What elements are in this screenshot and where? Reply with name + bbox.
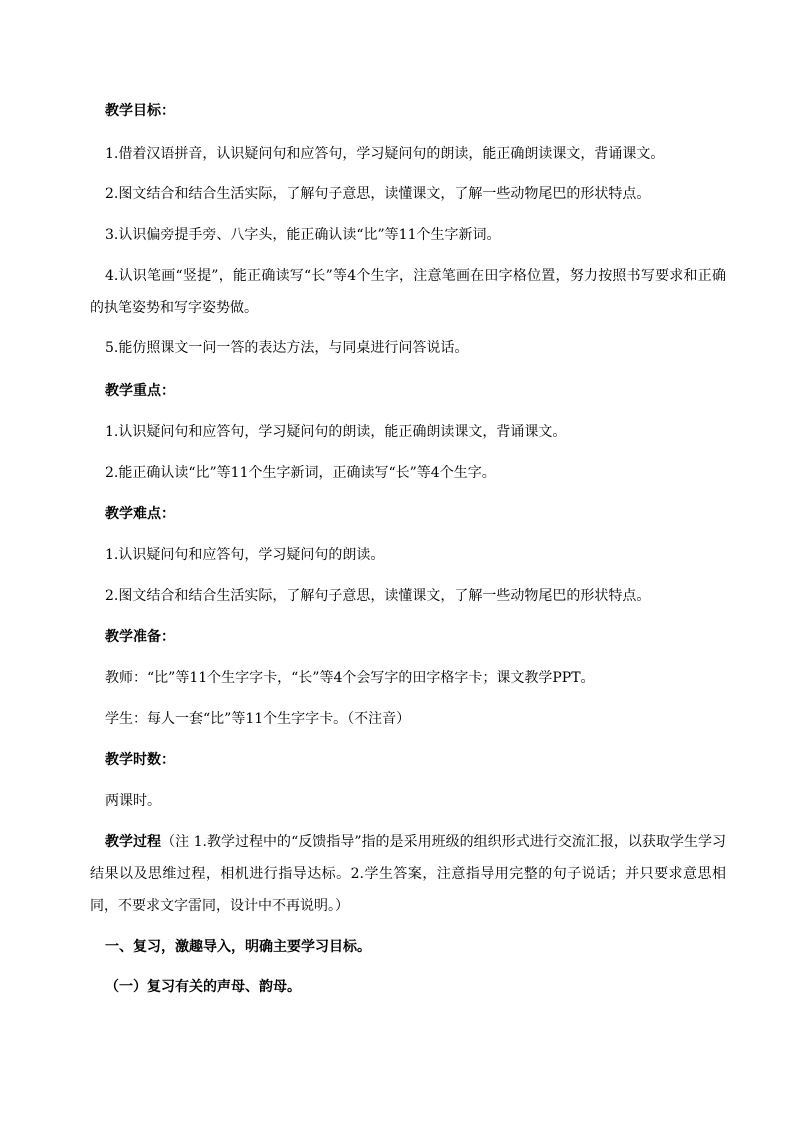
key-point-item-2: 2.能正确认读“比”等11个生字新词，正确读写“长”等4个生字。 <box>105 465 496 481</box>
section-heading-difficulties: 教学难点： <box>105 506 175 522</box>
section-heading-periods: 教学时数： <box>105 752 175 768</box>
process-heading: 教学过程 <box>105 834 162 850</box>
preparation-student: 学生：每人一套“比”等11个生字字卡。（不注音） <box>105 711 411 727</box>
difficulty-item-2: 2.图文结合和结合生活实际，了解句子意思，读懂课文，了解一些动物尾巴的形状特点。 <box>105 588 651 604</box>
difficulty-item-1: 1.认识疑问句和应答句，学习疑问句的朗读。 <box>105 547 385 563</box>
goal-item-5: 5.能仿照课文一问一答的表达方法，与同桌进行问答说话。 <box>105 340 469 356</box>
goal-item-3: 3.认识偏旁提手旁、八字头，能正确认读“比”等11个生字新词。 <box>105 227 501 243</box>
part1-subheading: （一）复习有关的声母、韵母。 <box>105 979 301 995</box>
goal-item-2: 2.图文结合和结合生活实际，了解句子意思，读懂课文，了解一些动物尾巴的形状特点。 <box>105 186 651 202</box>
goal-item-4: 4.认识笔画“竖提”，能正确读写“长”等4个生字，注意笔画在田字格位置，努力按照书写要求和正确的执笔姿势和写字姿势做。 <box>90 268 726 316</box>
process-paragraph <box>90 826 726 922</box>
goal-item-1: 1.借着汉语拼音，认识疑问句和应答句，学习疑问句的朗读，能正确朗读课文，背诵课文。 <box>105 146 665 162</box>
key-point-item-1: 1.认识疑问句和应答句，学习疑问句的朗读，能正确朗读课文，背诵课文。 <box>105 424 567 440</box>
process-note: （注 1.教学过程中的“反馈指导”指的是采用班级的组织形式进行交流汇报，以获取学生学习结果以及思维过程，相机进行指导达标。2.学生答案，注意指导用完整的句子说话；并只要求意思相同，不要求文字雷同，设计中不再说明。） <box>90 834 726 914</box>
section-heading-goals: 教学目标： <box>105 103 175 119</box>
section-heading-preparation: 教学准备： <box>105 629 175 645</box>
section-heading-key-points: 教学重点： <box>105 383 175 399</box>
preparation-teacher: 教师：“比”等11个生字字卡，“长”等4个会写字的田字格字卡；课文教学PPT。 <box>105 670 595 686</box>
periods-value: 两课时。 <box>105 793 161 809</box>
part1-heading: 一、复习，激趣导入，明确主要学习目标。 <box>105 939 371 955</box>
